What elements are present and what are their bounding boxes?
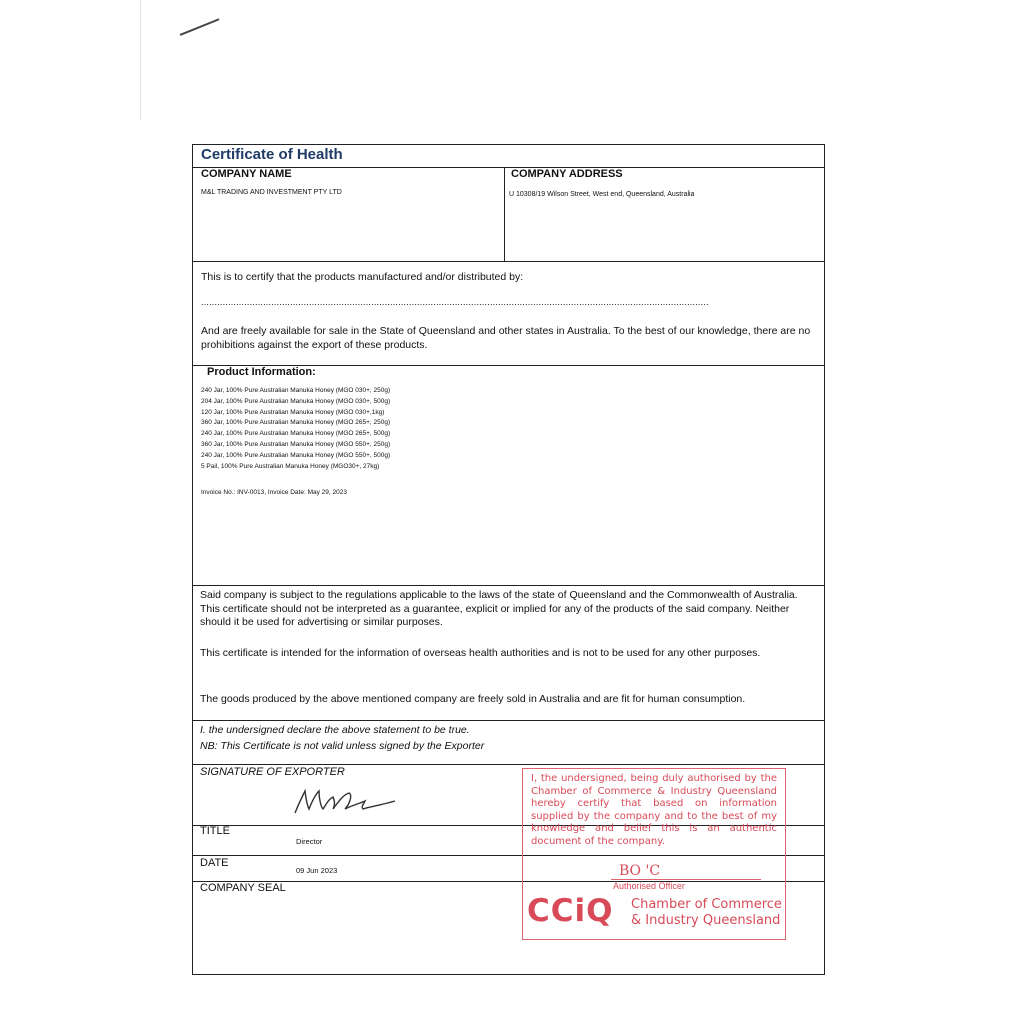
declaration-line-2: NB: This Certificate is not valid unless signed by the Exporter [200, 740, 485, 752]
divider [193, 261, 824, 262]
certificate-title: Certificate of Health [201, 146, 343, 163]
list-item: 360 Jar, 100% Pure Australian Manuka Honey (MGO 550+, 250g) [201, 440, 391, 448]
company-name-value: M&L TRADING AND INVESTMENT PTY LTD [201, 189, 342, 196]
list-item: 5 Pail, 100% Pure Australian Manuka Honey (MGO30+, 27kg) [201, 462, 380, 470]
company-address-label: COMPANY ADDRESS [511, 168, 623, 180]
officer-initials: BO 'C [619, 863, 661, 879]
org-line-2: & Industry Queensland [631, 913, 781, 928]
divider [504, 167, 505, 261]
list-item: 120 Jar, 100% Pure Australian Manuka Honey (MGO 030+,1kg) [201, 408, 385, 416]
product-list [201, 386, 390, 472]
page-edge [140, 0, 141, 120]
declaration-line-1: I. the undersigned declare the above statement to be true. [200, 724, 470, 736]
date-label: DATE [200, 857, 229, 869]
title-value: Director [296, 837, 323, 846]
company-name-label: COMPANY NAME [201, 168, 292, 180]
certify-intro: This is to certify that the products manufactured and/or distributed by: [201, 271, 524, 283]
cciq-logo: CCiQ [527, 893, 614, 929]
regulations-statement: Said company is subject to the regulations applicable to the laws of the state of Queensland and the Commonwealth of Australia. This certificate should not be interpreted as a guarantee, explicit or implied for any of the products of the said company. Neither should it be used for advertising or similar purposes. [200, 589, 798, 628]
company-seal-label: COMPANY SEAL [200, 882, 286, 894]
org-line-1: Chamber of Commerce [631, 897, 782, 912]
goods-statement: The goods produced by the above mentioned company are freely sold in Australia and are fit for human consumption. [200, 693, 746, 705]
company-address-value: U 10308/19 Wilson Street, West end, Queensland, Australia [509, 191, 695, 198]
divider [193, 764, 824, 765]
divider [193, 720, 824, 721]
divider [193, 585, 824, 586]
date-value: 09 Jun 2023 [296, 866, 338, 875]
cciq-stamp [522, 768, 786, 940]
list-item: 204 Jar, 100% Pure Australian Manuka Honey (MGO 030+, 500g) [201, 397, 391, 405]
officer-label: Authorised Officer [613, 881, 685, 891]
exporter-signature [291, 783, 401, 823]
product-info-label: Product Information: [207, 366, 316, 378]
signature-label: SIGNATURE OF EXPORTER [200, 766, 345, 778]
stamp-text: I, the undersigned, being duly authorised by the Chamber of Commerce & Industry Queensland hereby certify that based on information supplied by the company and to the best of my knowledge and belief this is an authentic document of the company. [531, 773, 777, 847]
officer-signature-line [611, 879, 761, 880]
pen-mark [180, 18, 220, 35]
intended-statement: This certificate is intended for the information of overseas health authorities and is not to be used for any other purposes. [200, 647, 761, 659]
dotted-line: ............................................................................................................................................................................................ [201, 297, 709, 307]
cciq-org-name [631, 897, 782, 929]
invoice-info: Invoice No.: INV-0013, Invoice Date: May 29, 2023 [201, 489, 347, 496]
list-item: 240 Jar, 100% Pure Australian Manuka Honey (MGO 550+, 500g) [201, 451, 391, 459]
list-item: 240 Jar, 100% Pure Australian Manuka Honey (MGO 030+, 250g) [201, 387, 391, 394]
title-label: TITLE [200, 825, 230, 837]
list-item: 360 Jar, 100% Pure Australian Manuka Honey (MGO 265+, 250g) [201, 419, 391, 427]
availability-statement: And are freely available for sale in the State of Queensland and other states in Australia. To the best of our knowledge, there are no prohibitions against the export of these products. [201, 325, 811, 351]
list-item: 240 Jar, 100% Pure Australian Manuka Honey (MGO 265+, 500g) [201, 430, 391, 438]
